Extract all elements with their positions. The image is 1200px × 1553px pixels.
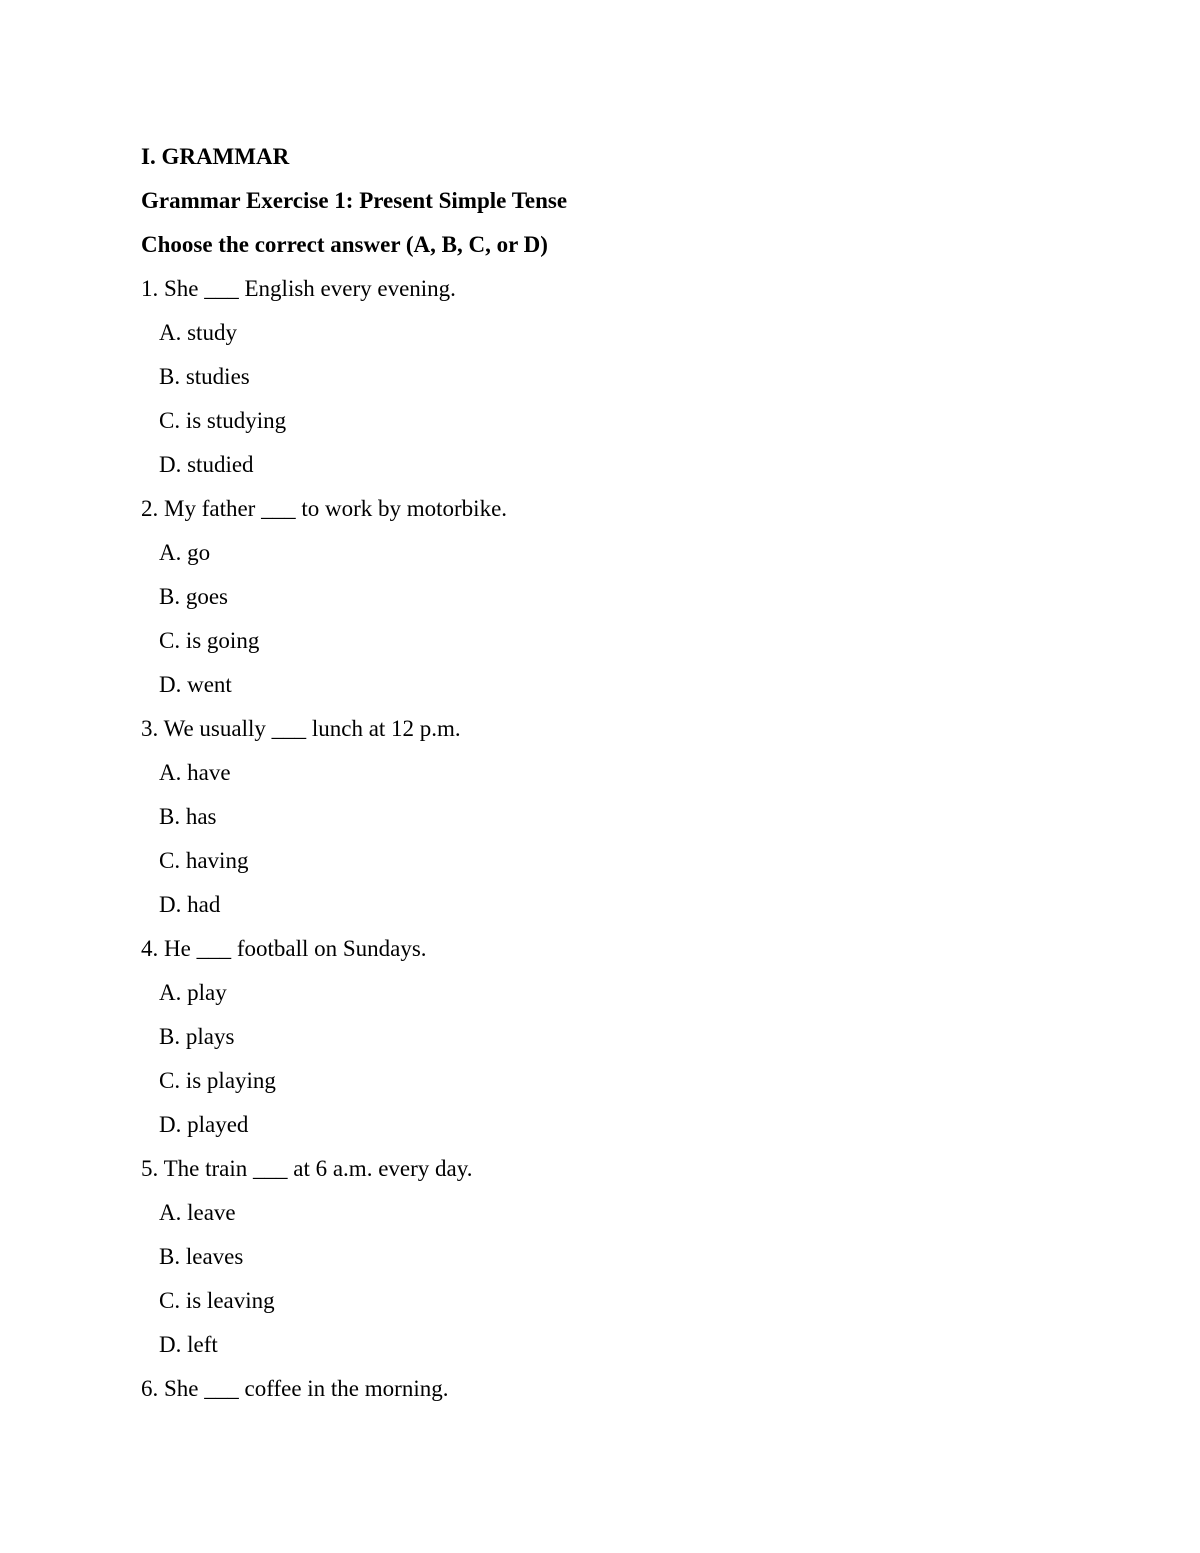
section-title: I. GRAMMAR (141, 144, 290, 169)
document-page (141, 142, 1101, 1418)
answer-option: A. leave (159, 1200, 236, 1225)
answer-option: A. study (159, 320, 237, 345)
instruction: Choose the correct answer (A, B, C, or D) (141, 232, 548, 257)
answer-option: A. have (159, 760, 231, 785)
answer-option: D. studied (159, 452, 254, 477)
exercise-title: Grammar Exercise 1: Present Simple Tense (141, 188, 568, 213)
question-text: 2. My father ___ to work by motorbike. (141, 496, 508, 521)
answer-option: B. leaves (159, 1244, 244, 1269)
question-text: 6. She ___ coffee in the morning. (141, 1376, 449, 1401)
answer-option: C. is playing (159, 1068, 276, 1093)
answer-option: C. having (159, 848, 249, 873)
answer-option: D. had (159, 892, 221, 917)
answer-option: D. left (159, 1332, 218, 1357)
answer-option: B. goes (159, 584, 228, 609)
question-text: 5. The train ___ at 6 a.m. every day. (141, 1156, 473, 1181)
answer-option: B. has (159, 804, 217, 829)
answer-option: B. studies (159, 364, 250, 389)
answer-option: C. is leaving (159, 1288, 275, 1313)
answer-option: A. play (159, 980, 227, 1005)
answer-option: C. is studying (159, 408, 287, 433)
answer-option: D. went (159, 672, 232, 697)
question-text: 3. We usually ___ lunch at 12 p.m. (141, 716, 461, 741)
answer-option: C. is going (159, 628, 260, 653)
question-text: 1. She ___ English every evening. (141, 276, 456, 301)
answer-option: A. go (159, 540, 211, 565)
answer-option: D. played (159, 1112, 249, 1137)
answer-option: B. plays (159, 1024, 235, 1049)
question-list (141, 274, 1101, 1418)
question-text: 4. He ___ football on Sundays. (141, 936, 427, 961)
